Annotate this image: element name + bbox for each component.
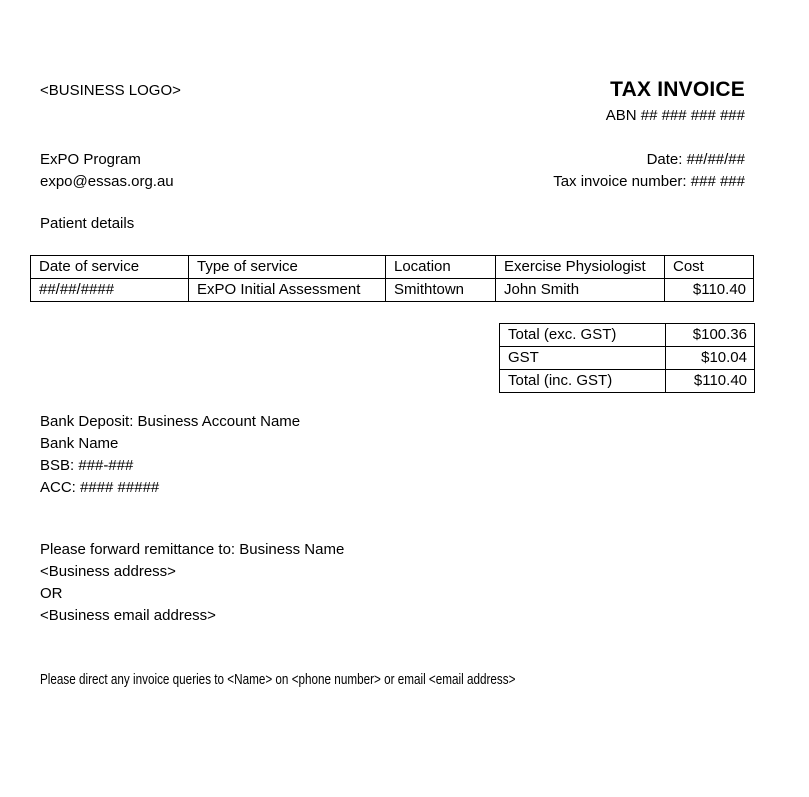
header-exercise-physiologist: Exercise Physiologist [496,256,665,279]
bank-deposit-line: Bank Deposit: Business Account Name [40,413,301,430]
label-total-exc-gst: Total (exc. GST) [500,324,666,347]
invoice-title: TAX INVOICE [610,78,745,101]
header-type-of-service: Type of service [189,256,386,279]
account-number-line: ACC: #### ##### [40,479,160,496]
bank-name-line: Bank Name [40,435,119,452]
remittance-block [40,539,344,627]
service-table [30,255,754,302]
value-gst: $10.04 [666,347,755,370]
remittance-to-line: Please forward remittance to: Business Name [40,541,345,558]
cell-cost: $110.40 [665,279,754,302]
header-date-of-service: Date of service [31,256,189,279]
invoice-meta-block [553,149,745,193]
header-location: Location [386,256,496,279]
bank-details-block [40,411,300,499]
label-total-inc-gst: Total (inc. GST) [500,370,666,393]
business-logo-placeholder: <BUSINESS LOGO> [40,82,181,99]
cell-type-of-service: ExPO Initial Assessment [189,279,386,302]
header-cost: Cost [665,256,754,279]
value-total-exc-gst: $100.36 [666,324,755,347]
invoice-queries-note: Please direct any invoice queries to <Name> on <phone number> or email <email address> [40,671,516,688]
totals-table [499,323,755,393]
cell-location: Smithtown [386,279,496,302]
cell-date-of-service: ##/##/#### [31,279,189,302]
program-email: expo@essas.org.au [40,173,174,190]
sender-block [40,149,174,193]
business-address-placeholder: <Business address> [40,563,176,580]
bsb-line: BSB: ###-### [40,457,134,474]
totals-row-gst [500,347,755,370]
totals-row-inc-gst [500,370,755,393]
remittance-or-line: OR [40,585,63,602]
program-name: ExPO Program [40,151,141,168]
business-email-placeholder: <Business email address> [40,607,216,624]
totals-row-exc-gst [500,324,755,347]
value-total-inc-gst: $110.40 [666,370,755,393]
cell-exercise-physiologist: John Smith [496,279,665,302]
service-table-row [31,279,754,302]
invoice-number: Tax invoice number: ### ### [553,173,745,190]
label-gst: GST [500,347,666,370]
invoice-date: Date: ##/##/## [646,151,745,168]
service-table-header-row [31,256,754,279]
abn-line: ABN ## ### ### ### [605,107,745,124]
patient-details-label: Patient details [40,215,135,232]
